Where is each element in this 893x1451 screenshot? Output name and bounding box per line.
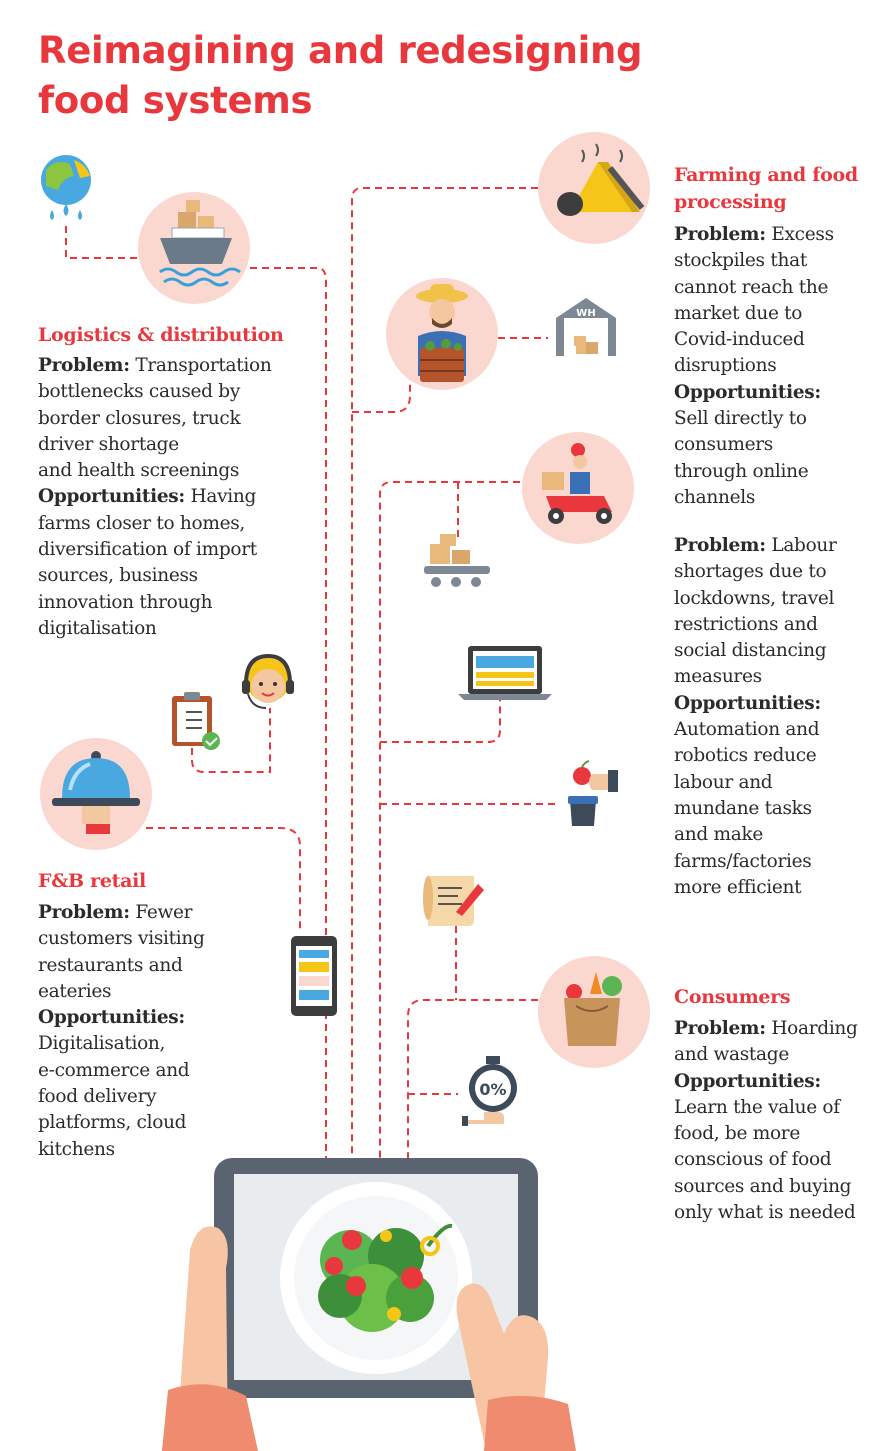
farming-problem-label: Problem: <box>674 224 766 245</box>
consumers-opportunities-line: Learn the value of <box>674 1096 840 1118</box>
page-title <box>38 26 868 126</box>
labour-opportunities-line: robotics reduce <box>674 745 817 767</box>
connector-farmer-trunk <box>352 372 410 412</box>
food-cloche-icon <box>40 738 152 850</box>
cargo-ship-icon <box>138 192 250 304</box>
checklist-clipboard-icon <box>172 692 220 750</box>
consumers-text <box>674 1016 858 1226</box>
farming-heading-line: Farming and food <box>674 164 858 186</box>
recipe-scroll-icon <box>423 876 484 926</box>
farming-opportunities-line: channels <box>674 486 756 508</box>
consumers-opportunities-line: only what is needed <box>674 1202 856 1224</box>
labour-opportunities-line: Automation and <box>674 719 820 741</box>
labour-opportunities-line: and make <box>674 824 763 846</box>
labour-problem-line: social distancing <box>674 640 827 662</box>
labour-problem-line: Labour <box>765 535 837 556</box>
consumers-opportunities-line: sources and buying <box>674 1175 852 1197</box>
farming-problem-line: cannot reach the <box>674 276 829 298</box>
labour-problem-line: measures <box>674 666 762 688</box>
labour-problem-label: Problem: <box>674 535 766 556</box>
fnb-problem-line: eateries <box>38 980 112 1002</box>
logistics-problem-line: bottlenecks caused by <box>38 381 240 403</box>
farming-opportunities-line: Sell directly to <box>674 408 807 430</box>
laptop-icon <box>458 646 552 700</box>
logistics-opportunities-line: digitalisation <box>38 617 157 639</box>
labour-problem-line: shortages due to <box>674 561 827 583</box>
logistics-opportunities-line: farms closer to homes, <box>38 512 245 534</box>
logistics-opportunities-label: Opportunities: <box>38 486 185 508</box>
logistics-problem-line: driver shortage <box>38 433 179 455</box>
food-stockpile-icon <box>538 132 650 244</box>
fnb-opportunities-line: kitchens <box>38 1138 115 1160</box>
hand-apple-icon <box>568 761 618 826</box>
fnb-opportunities-line: food delivery <box>38 1086 157 1108</box>
labour-opportunities-line: mundane tasks <box>674 797 812 819</box>
logistics-problem-label: Problem: <box>38 355 130 376</box>
warehouse-label: WH <box>576 308 596 319</box>
farming-problem-line: Excess <box>765 224 834 245</box>
conveyor-belt-icon <box>424 534 490 587</box>
fnb-heading: F&B retail <box>38 870 146 892</box>
logistics-problem-line: border closures, truck <box>38 407 241 429</box>
consumers-problem-line: and wastage <box>674 1044 789 1066</box>
logistics-opportunities-line: diversification of import <box>38 539 257 561</box>
logistics-opportunities-line: sources, business <box>38 565 198 587</box>
labour-problem-line: restrictions and <box>674 613 818 635</box>
logistics-problem-line: and health screenings <box>38 460 240 482</box>
fnb-opportunities-line: platforms, cloud <box>38 1112 187 1134</box>
smartphone-icon <box>291 936 337 1016</box>
delivery-scooter-icon <box>522 432 634 544</box>
consumers-opportunities-line: conscious of food <box>674 1149 832 1171</box>
logistics-text <box>38 353 271 642</box>
fnb-problem-line: customers visiting <box>38 928 205 950</box>
fnb-problem-line: restaurants and <box>38 954 183 976</box>
logistics-heading: Logistics & distribution <box>38 324 284 346</box>
labour-opportunities-line: farms/factories <box>674 850 812 872</box>
farming-problem-line: Covid-induced <box>674 329 805 351</box>
grocery-bag-icon <box>538 956 650 1068</box>
farming-text <box>674 222 834 511</box>
consumers-opportunities-label: Opportunities: <box>674 1070 821 1092</box>
warehouse-icon <box>556 298 616 356</box>
globe-water-icon <box>41 155 91 220</box>
labour-problem-line: lockdowns, travel <box>674 587 835 609</box>
discount-label: 0% <box>479 1080 507 1099</box>
connector-laptop <box>380 700 500 742</box>
farming-opportunities-label: Opportunities: <box>674 381 821 403</box>
connector-globe-ship <box>66 226 138 258</box>
farming-heading <box>674 162 858 216</box>
fnb-opportunities-line: e-commerce and <box>38 1059 190 1081</box>
consumers-problem-label: Problem: <box>674 1018 766 1039</box>
farming-opportunities-line: through online <box>674 460 809 482</box>
consumers-opportunities-line: food, be more <box>674 1123 800 1145</box>
fnb-opportunities-label: Opportunities: <box>38 1007 185 1029</box>
page-title-line-2: food systems <box>38 79 313 122</box>
logistics-problem-line: Transportation <box>129 355 272 376</box>
labour-text <box>674 533 837 901</box>
page-title-line-1: Reimagining and redesigning <box>38 29 643 72</box>
farming-problem-line: disruptions <box>674 355 777 377</box>
labour-opportunities-line: more efficient <box>674 876 802 898</box>
farmer-icon <box>386 278 498 390</box>
farming-problem-line: stockpiles that <box>674 250 807 272</box>
logistics-opportunities-line: innovation through <box>38 591 213 613</box>
farming-opportunities-line: consumers <box>674 434 773 456</box>
fnb-problem-label: Problem: <box>38 902 130 923</box>
zero-waste-timer-icon <box>462 1056 517 1126</box>
consumers-problem-line: Hoarding <box>765 1018 858 1039</box>
consumers-heading: Consumers <box>674 986 791 1008</box>
fnb-text <box>38 900 205 1163</box>
tablet-salad-illustration <box>162 1158 576 1451</box>
fnb-problem-line: Fewer <box>129 902 193 923</box>
farming-heading-line: processing <box>674 191 787 213</box>
logistics-opportunities-line: Having <box>184 486 257 508</box>
customer-service-icon <box>242 656 294 708</box>
labour-opportunities-line: labour and <box>674 771 773 793</box>
farming-problem-line: market due to <box>674 302 803 324</box>
fnb-opportunities-line: Digitalisation, <box>38 1033 166 1055</box>
labour-opportunities-label: Opportunities: <box>674 692 821 714</box>
